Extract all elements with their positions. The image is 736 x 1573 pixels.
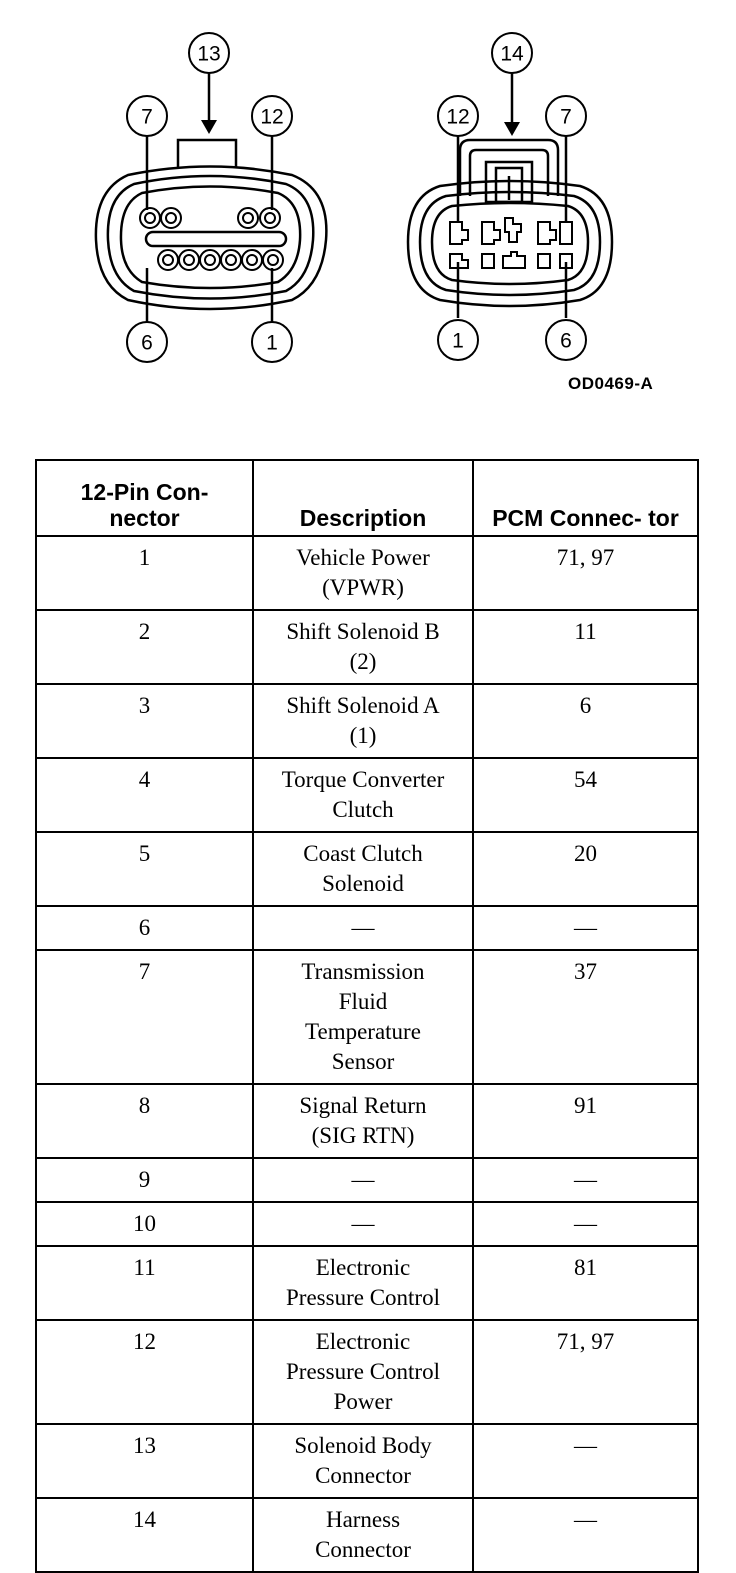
- table-row: [36, 758, 698, 832]
- description-cell: Signal Return (SIG RTN): [253, 1084, 473, 1158]
- pcm-connector-cell: 54: [473, 758, 698, 832]
- pcm-connector-cell: 71, 97: [473, 1320, 698, 1424]
- left-callout-6: [127, 322, 167, 362]
- right-callout-12: [438, 96, 478, 136]
- table-row: [36, 950, 698, 1084]
- pin-cell: 12: [36, 1320, 253, 1424]
- table-row: [36, 1498, 698, 1572]
- right-callout-7: [546, 96, 586, 136]
- description-cell: Harness Connector: [253, 1498, 473, 1572]
- description-cell: Vehicle Power (VPWR): [253, 536, 473, 610]
- pin-cell: 13: [36, 1424, 253, 1498]
- table-row: [36, 906, 698, 950]
- callout-label: 6: [560, 329, 572, 353]
- pin-table: [35, 459, 699, 1573]
- arrow-down-icon: [201, 120, 217, 134]
- table-row: [36, 684, 698, 758]
- left-callout-13: [189, 33, 229, 73]
- description-cell: Transmission Fluid Temperature Sensor: [253, 950, 473, 1084]
- arrow-down-icon: [504, 122, 520, 136]
- callout-label: 1: [452, 329, 464, 353]
- pcm-connector-cell: —: [473, 1158, 698, 1202]
- description-cell: —: [253, 906, 473, 950]
- table-row: [36, 1084, 698, 1158]
- callout-label: 12: [260, 105, 284, 129]
- pcm-connector-cell: 91: [473, 1084, 698, 1158]
- pcm-connector-cell: —: [473, 1424, 698, 1498]
- pcm-connector-cell: 6: [473, 684, 698, 758]
- pin-cell: 1: [36, 536, 253, 610]
- description-cell: —: [253, 1158, 473, 1202]
- table-row: [36, 1246, 698, 1320]
- description-cell: Torque Converter Clutch: [253, 758, 473, 832]
- description-cell: —: [253, 1202, 473, 1246]
- pin-cell: 4: [36, 758, 253, 832]
- pcm-connector-cell: 20: [473, 832, 698, 906]
- table-row: [36, 536, 698, 610]
- description-cell: Electronic Pressure Control: [253, 1246, 473, 1320]
- table-row: [36, 610, 698, 684]
- pin-cell: 10: [36, 1202, 253, 1246]
- pin-cell: 2: [36, 610, 253, 684]
- pin-cell: 3: [36, 684, 253, 758]
- pin-cell: 8: [36, 1084, 253, 1158]
- pcm-connector-cell: —: [473, 1498, 698, 1572]
- header-description: Description: [253, 460, 473, 536]
- pin-cell: 14: [36, 1498, 253, 1572]
- pcm-connector-cell: 81: [473, 1246, 698, 1320]
- description-cell: Shift Solenoid A (1): [253, 684, 473, 758]
- table-header-row: [36, 460, 698, 536]
- table-row: [36, 832, 698, 906]
- description-cell: Electronic Pressure Control Power: [253, 1320, 473, 1424]
- left-callout-1: [252, 322, 292, 362]
- pin-cell: 11: [36, 1246, 253, 1320]
- pin-cell: 7: [36, 950, 253, 1084]
- pin-cell: 5: [36, 832, 253, 906]
- header-pcm-connector: PCM Connec- tor: [473, 460, 698, 536]
- table-row: [36, 1424, 698, 1498]
- description-cell: Coast Clutch Solenoid: [253, 832, 473, 906]
- callout-label: 7: [141, 105, 153, 129]
- description-cell: Solenoid Body Connector: [253, 1424, 473, 1498]
- callout-label: 6: [141, 331, 153, 355]
- pcm-connector-cell: —: [473, 1202, 698, 1246]
- right-callout-14: [492, 33, 532, 73]
- description-cell: Shift Solenoid B (2): [253, 610, 473, 684]
- right-callout-1: [438, 320, 478, 360]
- right-callout-6: [546, 320, 586, 360]
- table-row: [36, 1202, 698, 1246]
- pin-cell: 9: [36, 1158, 253, 1202]
- pcm-connector-cell: 37: [473, 950, 698, 1084]
- callout-label: 12: [446, 105, 470, 129]
- pcm-connector-cell: —: [473, 906, 698, 950]
- pcm-connector-cell: 11: [473, 610, 698, 684]
- left-callout-12: [252, 96, 292, 136]
- figure-id: OD0469-A: [568, 374, 654, 393]
- callout-label: 14: [500, 42, 524, 66]
- table-body: [36, 536, 698, 1572]
- table-row: [36, 1158, 698, 1202]
- left-callout-7: [127, 96, 167, 136]
- callout-label: 7: [560, 105, 572, 129]
- pin-cell: 6: [36, 906, 253, 950]
- callout-label: 13: [197, 42, 221, 66]
- callout-label: 1: [266, 331, 278, 355]
- header-pin: 12-Pin Con- nector: [36, 460, 253, 536]
- table-row: [36, 1320, 698, 1424]
- pcm-connector-cell: 71, 97: [473, 536, 698, 610]
- connector-diagram: [0, 0, 736, 420]
